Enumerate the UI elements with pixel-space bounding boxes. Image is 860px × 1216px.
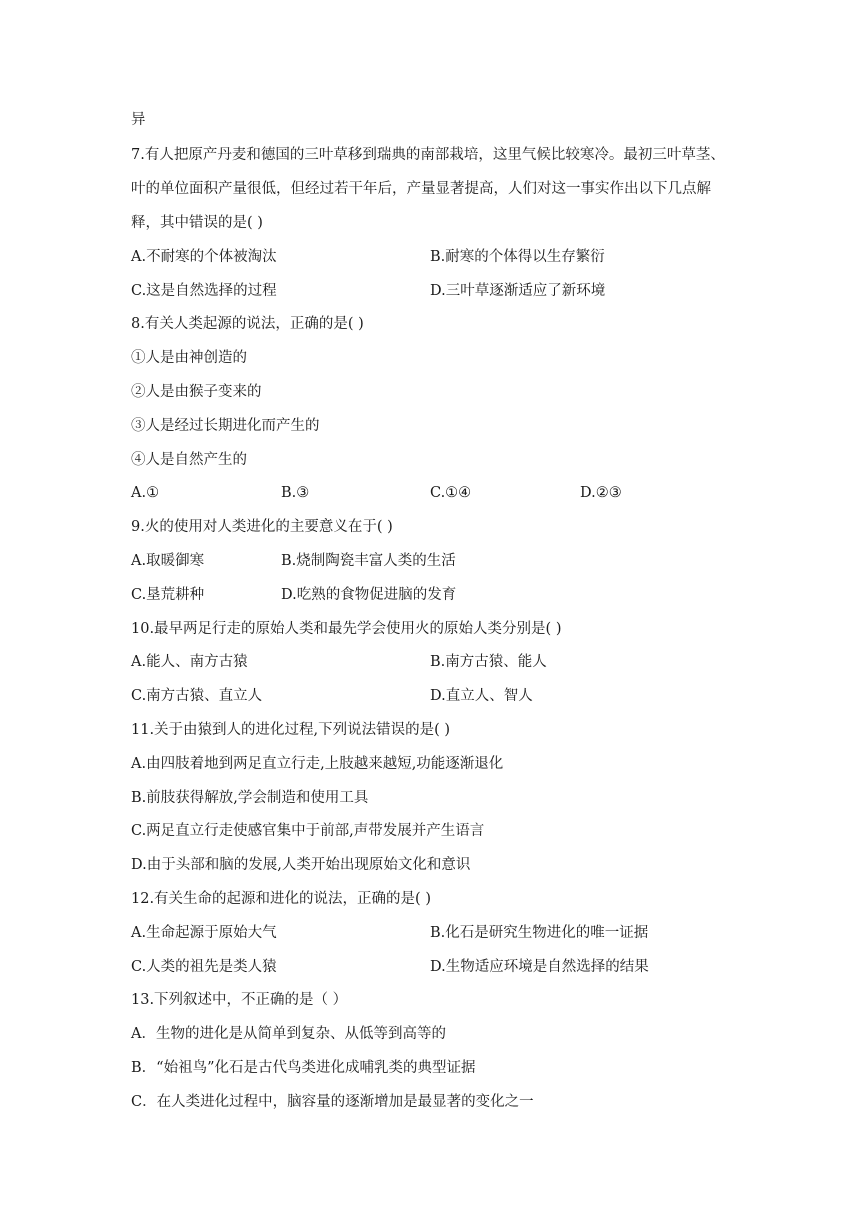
option-d: D.由于头部和脑的发展,人类开始出现原始文化和意识 [131, 857, 471, 873]
option-b: B.③ [281, 485, 310, 501]
question-11-text: 11.关于由猿到人的进化过程,下列说法错误的是( ) [131, 722, 451, 738]
option-a: A．生物的进化是从简单到复杂、从低等到高等的 [131, 1026, 446, 1042]
question-10-text: 10.最早两足行走的原始人类和最先学会使用火的原始人类分别是( ) [131, 621, 562, 637]
option-b: B．“始祖鸟”化石是古代鸟类进化成哺乳类的典型证据 [131, 1060, 476, 1076]
option-b: B.耐寒的个体得以生存繁衍 [430, 249, 605, 265]
statement-3: ③人是经过长期进化而产生的 [131, 418, 320, 434]
option-c: C.垦荒耕种 [131, 587, 205, 603]
option-a: A.由四肢着地到两足直立行走,上肢越来越短,功能逐渐退化 [131, 756, 504, 772]
statement-4: ④人是自然产生的 [131, 452, 247, 468]
question-7-text: 释，其中错误的是( ) [131, 215, 263, 231]
option-a: A.① [131, 485, 160, 501]
option-c: C.人类的祖先是类人猿 [131, 959, 277, 975]
text-line: 异 [131, 112, 146, 128]
option-c: C．在人类进化过程中，脑容量的逐渐增加是最显著的变化之一 [131, 1094, 534, 1110]
option-d: D.吃熟的食物促进脑的发育 [281, 587, 457, 603]
option-d: D.②③ [580, 485, 622, 501]
option-a: A.生命起源于原始大气 [131, 925, 277, 941]
statement-2: ②人是由猴子变来的 [131, 384, 262, 400]
question-12-text: 12.有关生命的起源和进化的说法，正确的是( ) [131, 891, 431, 907]
question-8-text: 8.有关人类起源的说法，正确的是( ) [131, 316, 364, 332]
option-d: D.直立人、智人 [430, 688, 533, 704]
option-b: B.前肢获得解放,学会制造和使用工具 [131, 790, 369, 806]
option-b: B.南方古猿、能人 [430, 654, 547, 670]
option-c: C.①④ [430, 485, 472, 501]
option-c: C.这是自然选择的过程 [131, 283, 277, 299]
option-a: A.取暖御寒 [131, 553, 205, 569]
option-c: C.南方古猿、直立人 [131, 688, 263, 704]
option-d: D.生物适应环境是自然选择的结果 [430, 959, 649, 975]
option-a: A.能人、南方古猿 [131, 654, 248, 670]
question-7-text: 7.有人把原产丹麦和德国的三叶草移到瑞典的南部栽培，这里气候比较寒冷。最初三叶草茎、 [131, 147, 725, 163]
question-9-text: 9.火的使用对人类进化的主要意义在于( ) [131, 519, 393, 535]
option-d: D.三叶草逐渐适应了新环境 [430, 283, 606, 299]
question-7-text: 叶的单位面积产量很低，但经过若干年后，产量显著提高，人们对这一事实作出以下几点解 [131, 181, 711, 197]
statement-1: ①人是由神创造的 [131, 350, 247, 366]
option-c: C.两足直立行走使感官集中于前部,声带发展并产生语言 [131, 823, 485, 839]
option-a: A.不耐寒的个体被淘汰 [131, 249, 277, 265]
option-b: B.化石是研究生物进化的唯一证据 [430, 925, 649, 941]
option-b: B.烧制陶瓷丰富人类的生活 [281, 553, 456, 569]
question-13-text: 13.下列叙述中，不正确的是（ ） [131, 992, 348, 1008]
